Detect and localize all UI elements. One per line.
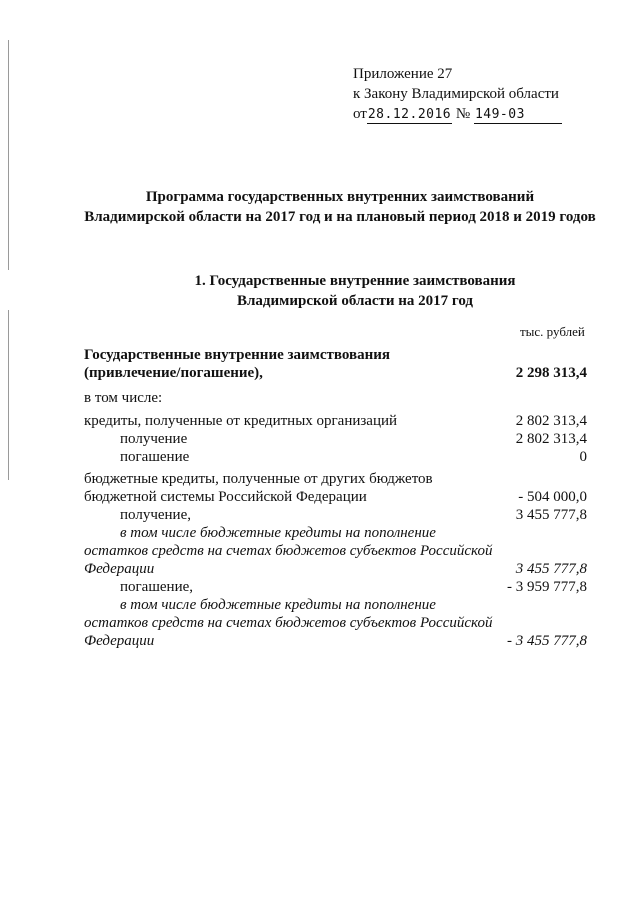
receipt-including-label-cont: остатков средств на счетах бюджетов субъектов Российской (84, 543, 493, 559)
budget-credits-label: бюджетные кредиты, полученные от других бюджетов (84, 471, 433, 487)
budget-credits-value: - 504 000,0 (518, 489, 587, 505)
scan-edge-mark (8, 310, 9, 480)
scan-edge-mark (8, 40, 9, 270)
appendix-law-reference: к Закону Владимирской области (353, 86, 559, 102)
credit-org-receipt-label: получение (120, 431, 188, 447)
appendix-number: Приложение 27 (353, 66, 453, 82)
section-heading-line2: Владимирской области на 2017 год (236, 293, 474, 309)
program-title-line1: Программа государственных внутренних заимствований (145, 189, 535, 205)
section-heading (170, 271, 540, 311)
repayment-federation-label: Федерации (84, 633, 155, 649)
date-prefix: от (353, 106, 367, 122)
receipt-including-label: в том числе бюджетные кредиты на пополнение (120, 525, 436, 541)
credit-org-loans-value: 2 802 313,4 (515, 413, 587, 429)
receipt-federation-label: Федерации (84, 561, 155, 577)
budget-credits-receipt-value: 3 455 777,8 (515, 507, 587, 523)
credit-org-loans-label: кредиты, полученные от кредитных организаций (84, 413, 398, 429)
budget-credits-label-cont: бюджетной системы Российской Федерации (84, 489, 367, 505)
budget-credits-repayment-label: погашение, (120, 579, 194, 595)
credit-org-repayment-value: 0 (579, 449, 587, 465)
including-label: в том числе: (84, 390, 163, 406)
units-label: тыс. рублей (520, 324, 585, 339)
program-title-line2: Владимирской области на 2017 год и на плановый период 2018 и 2019 годов (84, 209, 596, 225)
section-heading-line1: 1. Государственные внутренние заимствования (194, 273, 516, 289)
law-date: 28.12.2016 (367, 107, 452, 122)
program-title (60, 187, 620, 227)
appendix-date-line (353, 104, 562, 124)
appendix-header (353, 64, 562, 124)
credit-org-repayment-label: погашение (120, 449, 190, 465)
total-borrowings-label-cont: (привлечение/погашение), (84, 365, 263, 381)
repayment-including-value: - 3 455 777,8 (507, 633, 587, 649)
credit-org-receipt-value: 2 802 313,4 (515, 431, 587, 447)
total-borrowings-label: Государственные внутренние заимствования (84, 347, 391, 363)
law-number: 149-03 (474, 107, 562, 124)
total-borrowings-value: 2 298 313,4 (515, 365, 587, 381)
number-prefix: № (455, 106, 471, 122)
repayment-including-label: в том числе бюджетные кредиты на пополнение (120, 597, 436, 613)
budget-credits-repayment-value: - 3 959 777,8 (507, 579, 587, 595)
repayment-including-label-cont: остатков средств на счетах бюджетов субъектов Российской (84, 615, 493, 631)
receipt-including-value: 3 455 777,8 (515, 561, 587, 577)
budget-credits-receipt-label: получение, (120, 507, 191, 523)
